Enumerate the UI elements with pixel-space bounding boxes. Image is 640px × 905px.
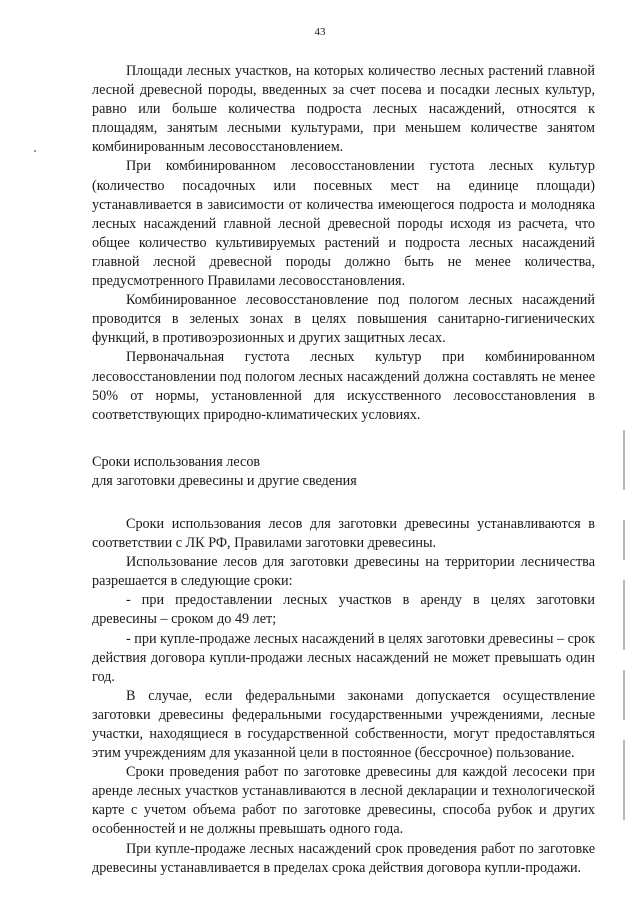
section-heading-line: для заготовки древесины и другие сведения <box>92 472 357 489</box>
list-item: - при предоставлении лесных участков в аренду в целях заготовки древесины – сроком до 49 лет; <box>92 592 595 628</box>
paragraph: В случае, если федеральными законами допускается осуществление заготовки древесины федеральными государственными учреждениями, лесные участки, находящиеся в государственной собственности, могут предоставляться этим учреждениям для указанной цели в постоянное (бессрочное) пользование. <box>92 687 595 762</box>
section-heading <box>92 453 595 491</box>
paragraph: Сроки использования лесов для заготовки древесины устанавливаются в соответствии с ЛК РФ, Правилами заготовки древесины. <box>92 515 595 552</box>
document-body <box>92 62 595 878</box>
margin-scan-mark <box>618 430 632 850</box>
paragraph: При комбинированном лесовосстановлении густота лесных культур (количество посадочных или посевных мест на единице площади) устанавливается в зависимости от количества имеющегося подроста и молодняка лесных насаждений главной лесной древесной породы исходя из расчета, что общее количество культивируемых растений и подроста лесных насаждений главной лесной древесной породы должно быть не менее количества, предусмотренного Правилами лесовосстановления. <box>92 158 595 290</box>
paragraph: Площади лесных участков, на которых количество лесных растений главной лесной древесной породы, введенных за счет посева и посадки лесных культур, равно или больше количества подроста лесных насаждений, относятся к площадям, занятым лесными культурами, при меньшем количестве занятом комбинированным лесовосстановлением. <box>92 63 595 156</box>
section-heading-line: Сроки использования лесов <box>92 453 261 470</box>
paragraph: Сроки проведения работ по заготовке древесины для каждой лесосеки при аренде лесных участков устанавливаются в лесной декларации и технологической карте с учетом объема работ по заготовке древесины, способа рубок и других особенностей и не должны превышать одного года. <box>92 764 595 838</box>
scan-speck <box>34 150 36 152</box>
paragraph: Использование лесов для заготовки древесины на территории лесничества разрешается в следующие сроки: <box>92 554 595 590</box>
paragraph: При купле-продаже лесных насаждений срок проведения работ по заготовке древесины устанавливается в пределах срока действия договора купли-продажи. <box>92 840 595 876</box>
list-item: - при купле-продаже лесных насаждений в целях заготовки древесины – срок действия договора купли-продажи лесных насаждений не может превышать один год. <box>92 630 595 685</box>
page-number: 43 <box>314 26 326 38</box>
paragraph: Первоначальная густота лесных культур при комбинированном лесовосстановлении под пологом лесных насаждений должна составлять не менее 50% от нормы, установленной для искусственного лесовосстановления в соответствующих природно-климатических условиях. <box>92 349 595 423</box>
paragraph: Комбинированное лесовосстановление под пологом лесных насаждений проводится в зеленых зонах в целях повышения санитарно-гигиенических функций, в противоэрозионных и других защитных лесах. <box>92 292 595 347</box>
